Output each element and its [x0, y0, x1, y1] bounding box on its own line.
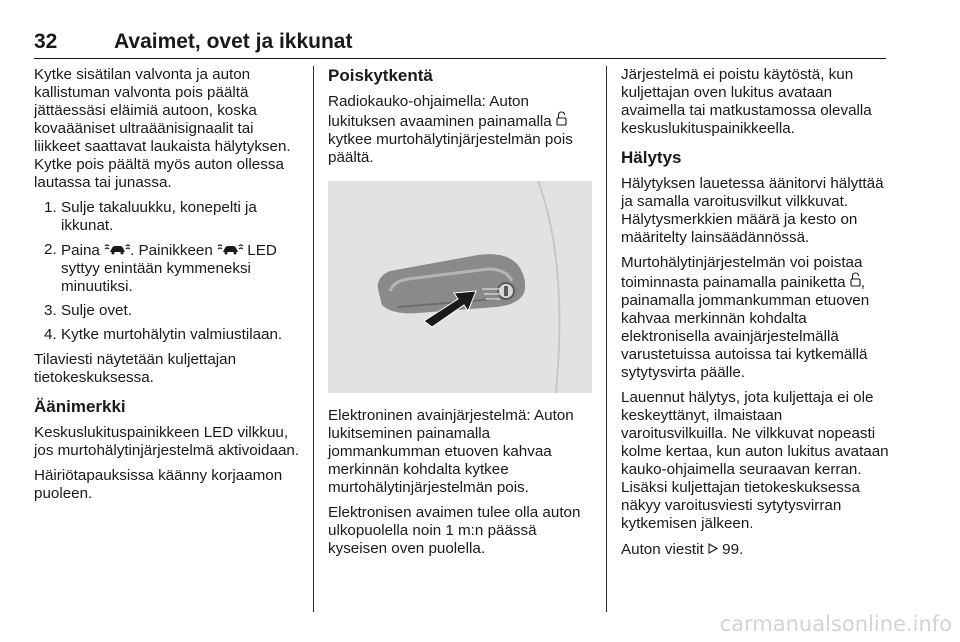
step-text-a: Paina: [61, 242, 105, 259]
step-text-c: LED syttyy enintään kymmeneksi minuutiksi.: [61, 242, 277, 295]
status-message-paragraph: Tilaviesti näytetään kuljettajan tietokeskuksessa.: [34, 351, 237, 386]
heading-aanimerkki: Äänimerkki: [34, 397, 126, 416]
car-with-waves-icon: [217, 242, 243, 258]
vehicle-messages-reference: [621, 540, 889, 559]
led-paragraph: Keskuslukituspainikkeen LED vilkkuu, jos murtohälytinjärjestelmä aktivoidaan.: [34, 424, 300, 459]
disable-text-b: , painamalla jommankumman etuoven kahvaa merkinnän kohdalta elektronisella avainjärjestelmällä varustetuissa autoissa tai kytkemällä sytytysvirta päälle.: [621, 274, 870, 381]
heading-poiskytkenta: Poiskytkentä: [328, 66, 433, 85]
alarm-paragraph: Hälytyksen lauetessa äänitorvi hälyttää ja samalla varoitusvilkut vilkkuvat. Hälytysmerkkien määrä ja kesto on määritelty lainsäädännössä.: [621, 175, 884, 246]
remote-paragraph: [328, 93, 592, 167]
step-number: 3.: [44, 302, 57, 319]
padlock-open-icon: [850, 274, 861, 290]
list-item: [34, 326, 300, 344]
column-divider: [313, 66, 314, 612]
intro-paragraph: Kytke sisätilan valvonta ja auton kallistuman valvonta pois päältä jättäessäsi eläimiä autoon, koska kovaääniset ultraäänisignaalit tai liikkeet saattavat laukaista hälytyksen. Kytke pois päältä myös auton ollessa lautassa tai junassa.: [34, 66, 291, 191]
reference-page: 99.: [717, 541, 744, 558]
page-number: 32: [34, 30, 58, 53]
triggered-alarm-paragraph: Lauennut hälytys, jota kuljettaja ei ole keskeyttänyt, ilmaistaan varoitusvilkuilla. Ne vilkkuvat nopeasti kolme kertaa, kun auton lukitus avataan kauko-ohjaimella seuraavan kerran. Lisäksi kuljettajan tietokeskuksessa näkyy varoitusviesti sytytysvirran kytkemisen jälkeen.: [621, 389, 889, 532]
heading-halytys: Hälytys: [621, 148, 682, 167]
column-2: [328, 66, 592, 565]
electronic-key-paragraph: Elektroninen avainjärjestelmä: Auton lukitseminen painamalla jommankumman etuoven kahvaa merkinnän kohdalta kytkee murtohälytinjärjestelmän pois.: [328, 407, 574, 496]
padlock-open-icon: [556, 113, 567, 129]
step-number: 2.: [44, 241, 57, 258]
fault-paragraph: Häiriötapauksissa käänny korjaamon puoleen.: [34, 467, 283, 502]
watermark: carmanualsonline.info: [719, 612, 952, 636]
step-text: Sulje takaluukku, konepelti ja ikkunat.: [61, 199, 257, 234]
remote-text-b: kytkee murtohälytinjärjestelmän pois päältä.: [328, 131, 573, 166]
triangle-right-arrow-icon: [708, 541, 718, 557]
door-handle-illustration: [328, 181, 592, 393]
column-1: [34, 66, 300, 510]
steps-list: [34, 199, 300, 344]
system-paragraph: Järjestelmä ei poistu käytöstä, kun kuljettajan oven lukitus avataan avaimella tai matkustamossa olevalla keskuslukituspainikkeella.: [621, 66, 872, 137]
list-item: [34, 241, 300, 296]
key-distance-paragraph: Elektronisen avaimen tulee olla auton ulkopuolella noin 1 m:n päässä kyseisen oven puolella.: [328, 504, 581, 557]
column-divider: [606, 66, 607, 612]
step-text: Sulje ovet.: [61, 302, 132, 319]
list-item: [34, 199, 300, 235]
column-3: [621, 66, 889, 566]
step-text: Kytke murtohälytin valmiustilaan.: [61, 326, 283, 343]
disable-text-a: Murtohälytinjärjestelmän voi poistaa toiminnasta painamalla painiketta: [621, 254, 863, 291]
step-number: 4.: [44, 326, 57, 343]
page-title: Avaimet, ovet ja ikkunat: [114, 30, 353, 53]
step-number: 1.: [44, 199, 57, 216]
list-item: [34, 302, 300, 320]
disable-paragraph: [621, 254, 889, 382]
page-header: [34, 30, 886, 59]
step-text-b: . Painikkeen: [130, 242, 218, 259]
car-with-waves-icon: [104, 242, 130, 258]
reference-text: Auton viestit: [621, 541, 708, 558]
remote-text-a: Radiokauko-ohjaimella: Auton lukituksen avaaminen painamalla: [328, 93, 556, 130]
